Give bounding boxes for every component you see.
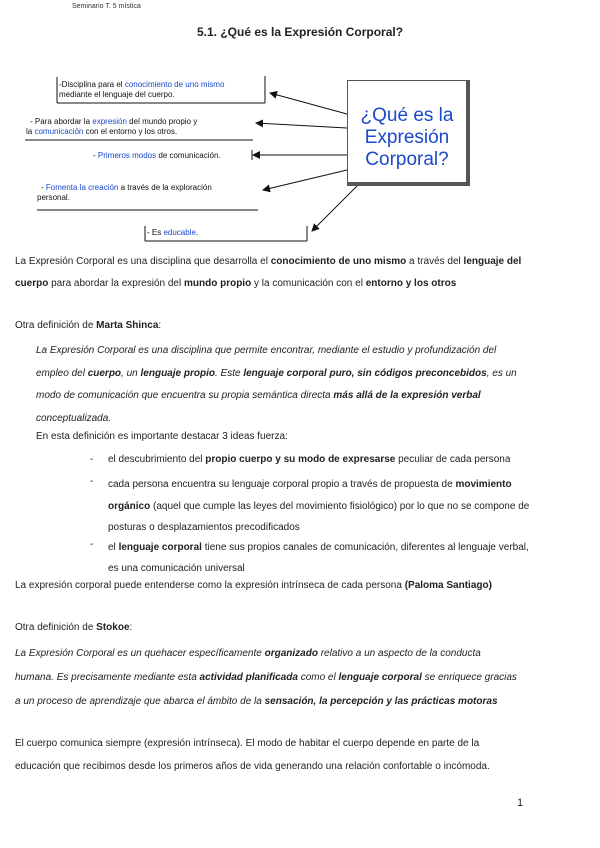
- section-title: 5.1. ¿Qué es la Expresión Corporal?: [196, 25, 404, 39]
- diagram-item-5: - Es educable.: [147, 228, 199, 237]
- central-question-box: [347, 80, 470, 186]
- bullet-dash: -: [90, 454, 94, 465]
- bullet-item-2: cada persona encuentra su lenguaje corporal propio a través de propuesta de movimiento orgánico (aquel que cumple las leyes del movimiento fisiológico) por lo que no se compone de posturas o desplazamientos precodificados: [108, 479, 530, 533]
- bullet-dash: -: [90, 539, 94, 550]
- paloma-paragraph: La expresión corporal puede entenderse como la expresión intrínseca de cada persona (Paloma Santiago): [15, 580, 492, 591]
- diagram-item-4: - Fomenta la creación a través de la exploración personal.: [37, 183, 212, 202]
- bullet-dash: -: [90, 476, 94, 487]
- definition-quote-stokoe: La Expresión Corporal es un quehacer específicamente organizado relativo a un aspecto de la conducta humana. Es precisamente mediante esta actividad planificada como el lenguaje corporal se enriquece gracias a un proceso de aprendizaje que abarca el ámbito de la sensación, la percepción y las prácticas motoras: [15, 648, 517, 707]
- bullet-item-3: el lenguaje corporal tiene sus propios canales de comunicación, diferentes al lenguaje verbal, es una comunicación universal: [108, 542, 529, 574]
- closing-paragraph: El cuerpo comunica siempre (expresión intrínseca). El modo de habitar el cuerpo depende en parte de la educación que recibimos desde los primeros años de vida generando una relación confortable o incómoda.: [15, 738, 490, 772]
- page-number: 1: [517, 797, 524, 809]
- diagram-item-3: - Primeros modos de comunicación.: [93, 151, 221, 160]
- ideas-intro: En esta definición es importante destacar 3 ideas fuerza:: [36, 431, 288, 442]
- intro-paragraph: La Expresión Corporal es una disciplina que desarrolla el conocimiento de uno mismo a través del lenguaje del cuerpo para abordar la expresión del mundo propio y la comunicación con el entorno y los otros: [15, 256, 522, 289]
- diagram-item-1: -Disciplina para el conocimiento de uno mismo mediante el lenguaje del cuerpo.: [59, 80, 225, 99]
- definition-heading-stokoe: Otra definición de Stokoe:: [15, 622, 133, 633]
- definition-quote-shinca: La Expresión Corporal es una disciplina que permite encontrar, mediante el estudio y profundización del empleo del cuerpo, un lenguaje propio. Este lenguaje corporal puro, sin códigos preconcebidos, es un modo de comunicación que encuentra su propia semántica directa más allá de la expresión verbal conceptualizada.: [36, 345, 517, 424]
- bullet-item-1: el descubrimiento del propio cuerpo y su modo de expresarse peculiar de cada persona: [108, 454, 511, 465]
- diagram-item-2: - Para abordar la expresión del mundo propio y la comunicación con el entorno y los otros.: [26, 117, 198, 136]
- central-question-text: ¿Qué es la Expresión Corporal?: [360, 105, 454, 170]
- document-header: Seminario T. 5 mística: [72, 3, 141, 10]
- definition-heading-shinca: Otra definición de Marta Shinca:: [15, 320, 162, 331]
